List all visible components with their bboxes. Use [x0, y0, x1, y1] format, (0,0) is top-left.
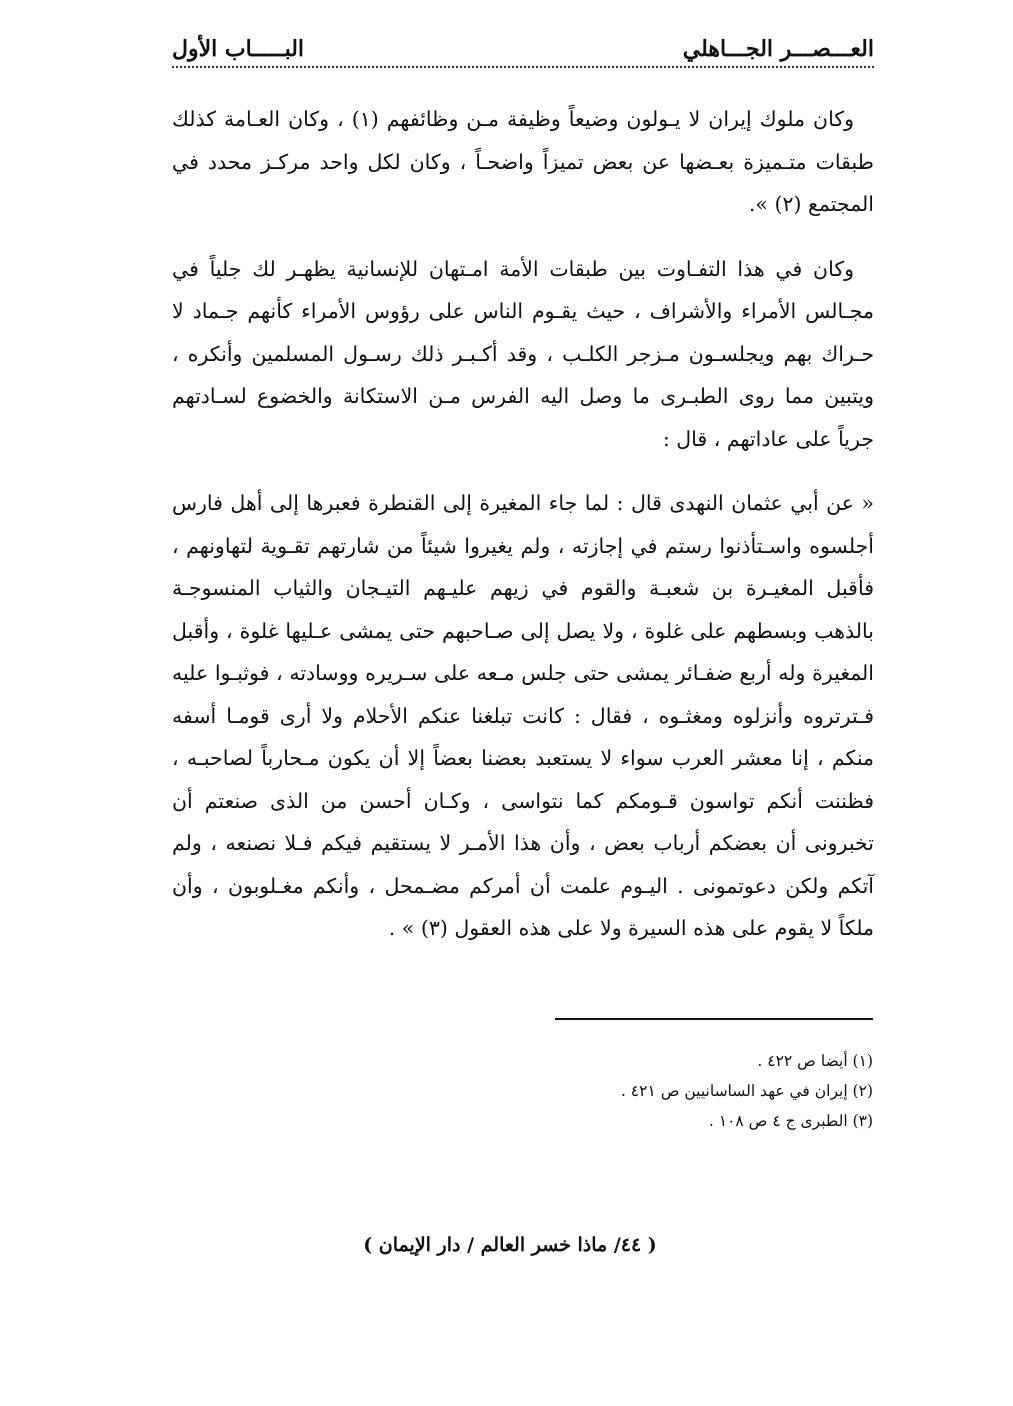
page-footer: ( ٤٤/ ماذا خسر العالم / دار الإيمان )	[363, 1234, 657, 1256]
header-divider	[172, 66, 874, 68]
quoted-paragraph: « عن أبي عثمان النهدى قال : لما جاء المغيرة إلى القنطرة فعبرها إلى أهل فارس أجلسوه واسـتأذنوا رستم في إجازته ، ولم يغيروا شيئاً من شارتهم تقـوية لتهاونهم ، فأقبل المغيـرة بن شعبـة والقوم في زيهم عليـهم التيـجان والثياب المنسوجـة بالذهب وبسطهم على غلوة ، ولا يصل إلى صـاحبهم حتى يمشى عـليها غلوة ، وأقبل المغيرة وله أربع ضفـائر يمشى حتى جلس مـعه على سـريره ووسادته ، فوثبـوا عليه فـترتروه وأنزلوه ومغثـوه ، فقال : كانت تبلغنا عنكم الأحلام ولا أرى قومـا أسفه منكم ، إنا معشر العرب سواء لا يستعبد بعضنا بعضاً إلا أن يكون مـحارباً لصاحبـه ، فظننت أنكم تواسون قـومكم كما نتواسى ، وكـان أحسن من الذى صنعتم أن تخبرونى أن بعضكم أرباب بعض ، وأن هذا الأمـر لا يستقيم فيكم فـلا نصنعه ، ولم آتكم ولكن دعوتمونى . اليـوم علمت أن أمركم مضـمحل ، وأنكم مغـلوبون ، وأن ملكاً لا يقوم على هذه السيرة ولا على هذه العقول (٣) » .	[172, 491, 874, 940]
footnotes	[500, 1046, 873, 1136]
footnote-item: (٢) إيران في عهد الساسانيين ص ٤٢١ .	[620, 1082, 873, 1100]
main-text	[172, 98, 874, 972]
footnote-item: (١) أيضا ص ٤٢٢ .	[757, 1052, 873, 1070]
footnote-item: (٣) الطبرى ج ٤ ص ١٠٨ .	[708, 1112, 873, 1130]
footnote-divider	[555, 1018, 873, 1020]
running-header	[172, 26, 874, 62]
header-chapter-title: البـــــاب الأول	[172, 36, 305, 62]
paragraph: وكان ملوك إيران لا يـولون وضيعاً وظيفة مـن وظائفهم (١) ، وكان العـامة كذلك طبقات متـميزة بعـضها عن بعض تميزاً واضحـاً ، وكان لكل واحد مركـز محدد في المجتمع (٢) ».	[172, 107, 874, 216]
paragraph: وكان في هذا التفـاوت بين طبقات الأمة امـتهان للإنسانية يظهـر لك جلياً في مجـالس الأمراء والأشراف ، حيث يقـوم الناس على رؤوس الأمراء كأنهم جـماد لا حـراك بهم ويجلسـون مـزجر الكلـب ، وقد أكـبـر ذلك رسـول المسلمين وأنكره ، ويتبين مما روى الطبـرى ما وصل اليه الفرس مـن الاستكانة والخضوع لسـادتهم جرياً على عاداتهم ، قال :	[172, 256, 874, 451]
header-book-title: العـــصـــر الجـــاهلي	[682, 36, 874, 62]
